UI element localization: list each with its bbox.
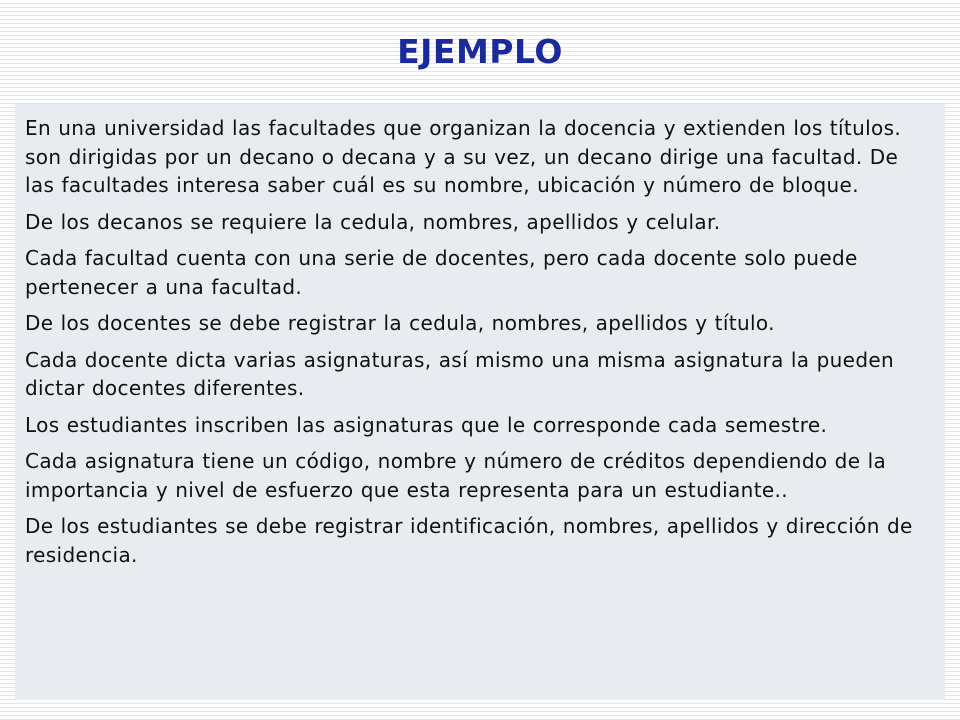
paragraph-estudiantes-inscriben: Los estudiantes inscriben las asignaturas que le corresponde cada semestre. (25, 412, 828, 437)
paragraph-facultades: En una universidad las facultades que organizan la docencia y extienden los títulos. son dirigidas por un decano o decana y a su vez, un decano dirige una facultad. De las facultades interesa saber cuál es su nombre, ubicación y número de bloque. (25, 116, 902, 197)
slide-title: EJEMPLO (397, 32, 563, 71)
paragraph-docentes-registro: De los docentes se debe registrar la cedula, nombres, apellidos y título. (25, 311, 775, 335)
paragraph-estudiantes-registro: De los estudiantes se debe registrar identificación, nombres, apellidos y dirección de residencia. (25, 514, 913, 567)
content-box (15, 104, 945, 700)
paragraph-decanos: De los decanos se requiere la cedula, nombres, apellidos y celular. (25, 209, 721, 234)
paragraph-asignatura-creditos: Cada asignatura tiene un código, nombre y número de créditos dependiendo de la importancia y nivel de esfuerzo que esta representa para un estudiante.. (25, 449, 887, 502)
paragraph-docente-asignaturas: Cada docente dicta varias asignaturas, así mismo una misma asignatura la pueden dictar docentes diferentes. (25, 347, 895, 400)
paragraph-facultad-docentes: Cada facultad cuenta con una serie de docentes, pero cada docente solo puede pertenecer a una facultad. (25, 246, 858, 299)
